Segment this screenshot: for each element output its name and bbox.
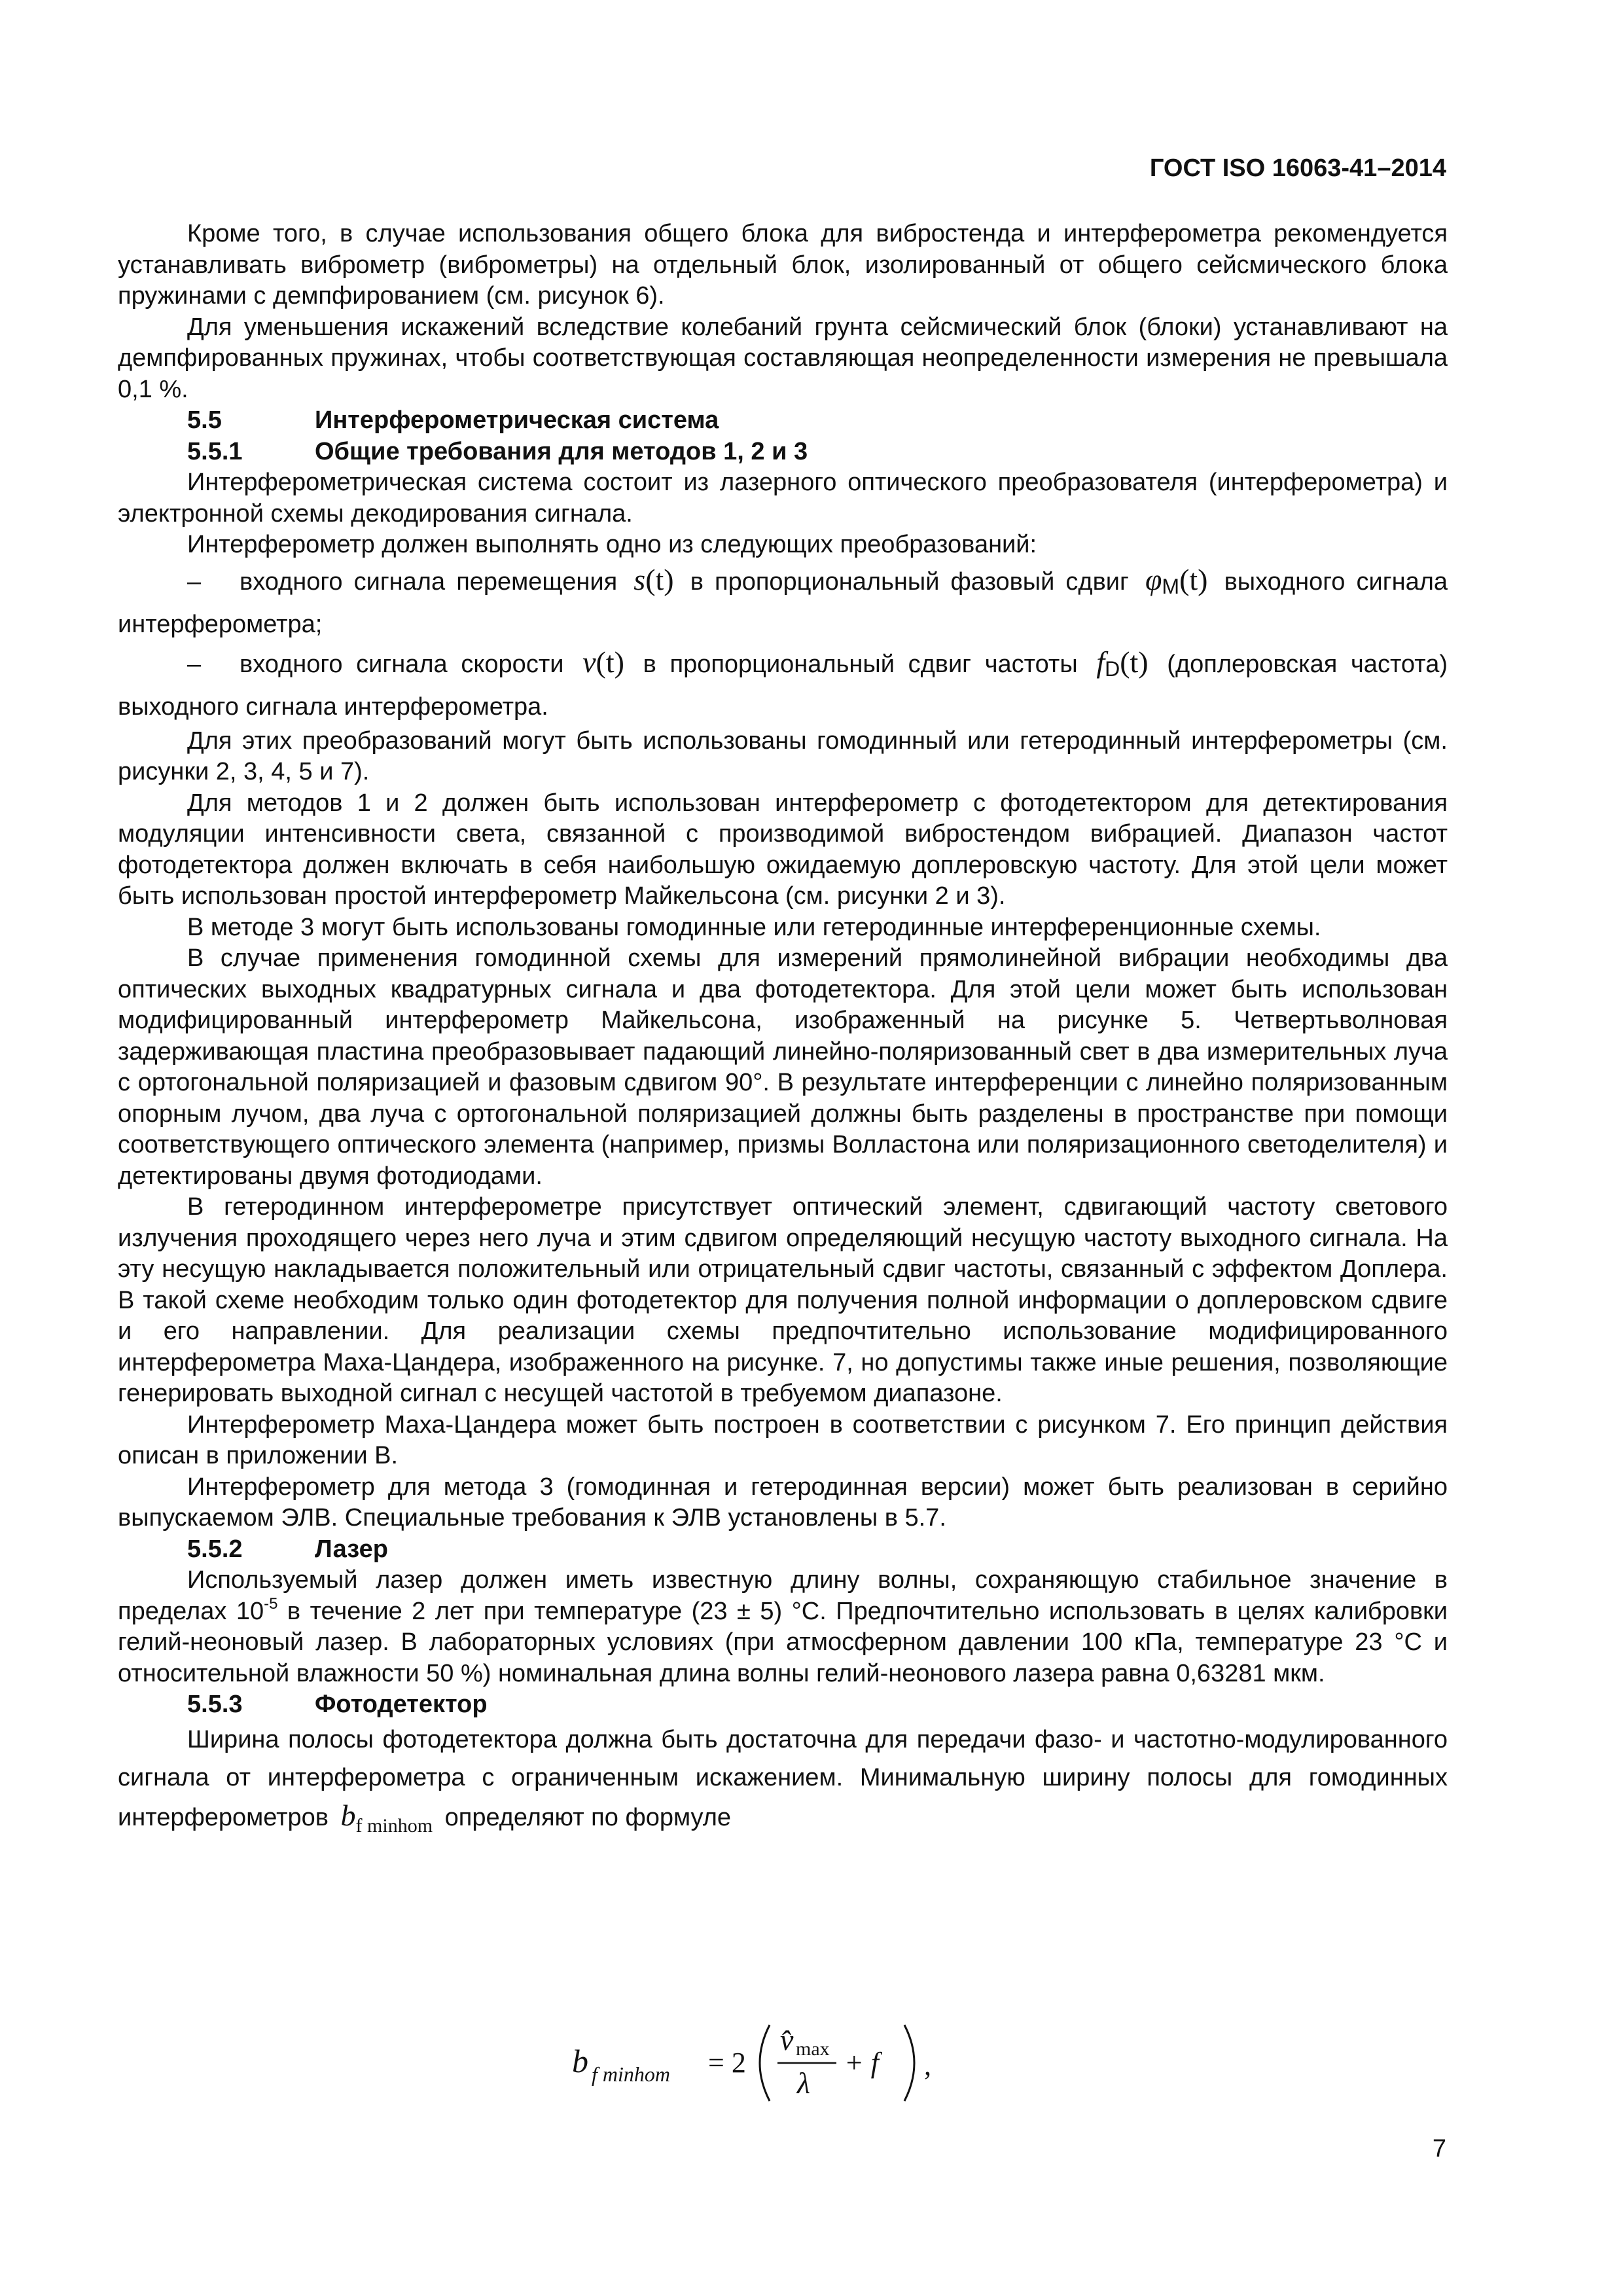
formula-comma: , [924, 2049, 931, 2081]
bandwidth-formula [569, 2016, 936, 2108]
paragraph: Для этих преобразований могут быть использованы гомодинный или гетеродинный интерферометры (см. рисунки 2, 3, 4, 5 и 7). [118, 726, 1448, 785]
paragraph-laser: Используемый лазер должен иметь известную длину волны, сохраняющую стабильное значение в пределах $10^{-5}$ в течение 2 лет при температуре (23 ± 5) °C. Предпочтительно использовать в целях калибровки гелий-неоновый лазер. В лабораторных условиях (при атмосферном давлении 100 кПа, температуре 23 °C и относительной влажности 50 %) номинальная длина волны гелий-неонового лазера равна 0,63281 мкм. [118, 1566, 1448, 1687]
formula-lhs-sub: f minhom [592, 2062, 670, 2086]
list-text: в пропорциональный фазовый сдвиг [690, 567, 1129, 596]
formula-lhs-b: b [572, 2043, 588, 2079]
paragraph: В методе 3 могут быть использованы гомодинные или гетеродинные интерференционные схемы. [187, 913, 1321, 941]
list-text: (доплеровская частота) выходного сигнала интерферометра. [118, 650, 1448, 721]
paragraph: Интерферометр Маха-Цандера может быть построен в соответствии с рисунком 7. Его принцип действия описан в приложении В. [118, 1410, 1448, 1469]
formula-numerator: v̂ [780, 2023, 794, 2056]
list-text: в пропорциональный сдвиг частоты [643, 650, 1078, 678]
section-number: 5.5 [187, 406, 222, 434]
math-b-f-minhom: $b_{f minhom}$ [340, 1798, 433, 1837]
document-code-header: ГОСТ ISO 16063-41–2014 [1149, 154, 1446, 182]
section-heading-5-5-3 [118, 1689, 1448, 1721]
page-number: 7 [1432, 2135, 1446, 2162]
section-heading-5-5-2 [118, 1534, 1448, 1566]
paragraph: Для уменьшения искажений вследствие колебаний грунта сейсмический блок (блоки) устанавливают на демпфированных пружинах, чтобы соответствующая составляющая неопределенности измерения не превышала 0,1 %. [118, 313, 1448, 403]
paragraph: Интерферометр должен выполнять одно из следующих преобразований: [187, 531, 1037, 558]
list-item-displacement [118, 561, 1448, 643]
paragraph: Для методов 1 и 2 должен быть использован интерферометр с фотодетектором для детектирования модуляции интенсивности света, связанной с производимой вибростендом вибрацией. Диапазон частот фотодетектора должен включать в себя наибольшую ожидаемую доплеровскую частоту. Для этой цели может быть использован простой интерферометр Майкельсона (см. рисунки 2 и 3). [118, 789, 1448, 910]
formula-right-paren [904, 2025, 914, 2101]
list-item-velocity [118, 643, 1448, 726]
list-dash: – [187, 650, 202, 678]
paragraph: Интерферометр для метода 3 (гомодинная и гетеродинная версии) может быть реализован в серийно выпускаемом ЭЛВ. Специальные требования к ЭЛВ установлены в 5.7. [118, 1473, 1448, 1532]
formula-numerator-sub: max [796, 2038, 830, 2060]
formula-denominator: λ [797, 2066, 810, 2100]
list-text: входного сигнала скорости [240, 650, 564, 678]
math-phi-m-t: φM(t) [1145, 562, 1208, 598]
formula-equals-two: = 2 [708, 2047, 746, 2079]
section-number: 5.5.1 [187, 437, 243, 465]
section-title: Лазер [315, 1535, 388, 1563]
list-text: выходного сигнала интерферометра; [118, 567, 1448, 638]
math-f-d-t: fD(t) [1096, 645, 1149, 681]
paragraph-photodetector: Ширина полосы фотодетектора должна быть достаточна для передачи фазо- и частотно-модулированного сигнала от интерферометра с ограниченным искажением. Минимальную ширину полосы для гомодинных интерферометров $b_{f minhom}$ определяют по формуле [118, 1725, 1448, 1837]
formula-left-paren [760, 2025, 770, 2101]
formula-plus-f: + f [844, 2047, 879, 2079]
section-number: 5.5.3 [187, 1691, 243, 1718]
section-number: 5.5.2 [187, 1535, 243, 1563]
exponent: -5 [264, 1594, 278, 1613]
paragraph: В гетеродинном интерферометре присутствует оптический элемент, сдвигающий частоту светового излучения проходящего через него луча и этим сдвигом определяющий несущую частоту выходного сигнала. На эту несущую накладывается положительный или отрицательный сдвиг частоты, связанный с эффектом Доплера. В такой схеме необходим только один фотодетектор для получения полной информации о доплеровском сдвиге и его направлении. Для реализации схемы предпочтительно использование модифицированного интерферометра Маха-Цандера, изображенного на рисунке. 7, но допустимы также иные решения, позволяющие генерировать выходной сигнал с несущей частотой в требуемом диапазоне. [118, 1193, 1448, 1407]
section-heading-5-5 [118, 405, 1448, 437]
section-heading-5-5-1 [118, 437, 1448, 468]
paragraph: Кроме того, в случае использования общего блока для вибростенда и интерферометра рекомендуется устанавливать виброметр (виброметры) на отдельный блок, изолированный от общего сейсмического блока пружинами с демпфированием (см. рисунок 6). [118, 220, 1448, 310]
section-title: Общие требования для методов 1, 2 и 3 [315, 437, 808, 465]
list-text: входного сигнала перемещения [240, 567, 618, 596]
document-body [118, 219, 1448, 1845]
math-v-t: v(t) [582, 645, 624, 679]
list-dash: – [187, 567, 202, 596]
paragraph: Интерферометрическая система состоит из лазерного оптического преобразователя (интерферометра) и электронной схемы декодирования сигнала. [118, 469, 1448, 528]
paragraph: В случае применения гомодинной схемы для измерений прямолинейной вибрации необходимы два оптических выходных квадратурных сигнала и два фотодетектора. Для этой цели может быть использован модифицированный интерферометр Майкельсона, изображенный на рисунке 5. Четвертьволновая задерживающая пластина преобразовывает падающий линейно-поляризованный свет в два измерительных луча с ортогональной поляризацией и фазовым сдвигом 90°. В результате интерференции с линейно поляризованным опорным лучом, два луча с ортогональной поляризацией должны быть разделены в пространстве при помощи соответствующего оптического элемента (например, призмы Волластона или поляризационного светоделителя) и детектированы двумя фотодиодами. [118, 944, 1448, 1190]
math-s-t: s(t) [633, 562, 674, 596]
section-title: Интерферометрическая система [315, 406, 719, 434]
section-title: Фотодетектор [315, 1691, 488, 1718]
